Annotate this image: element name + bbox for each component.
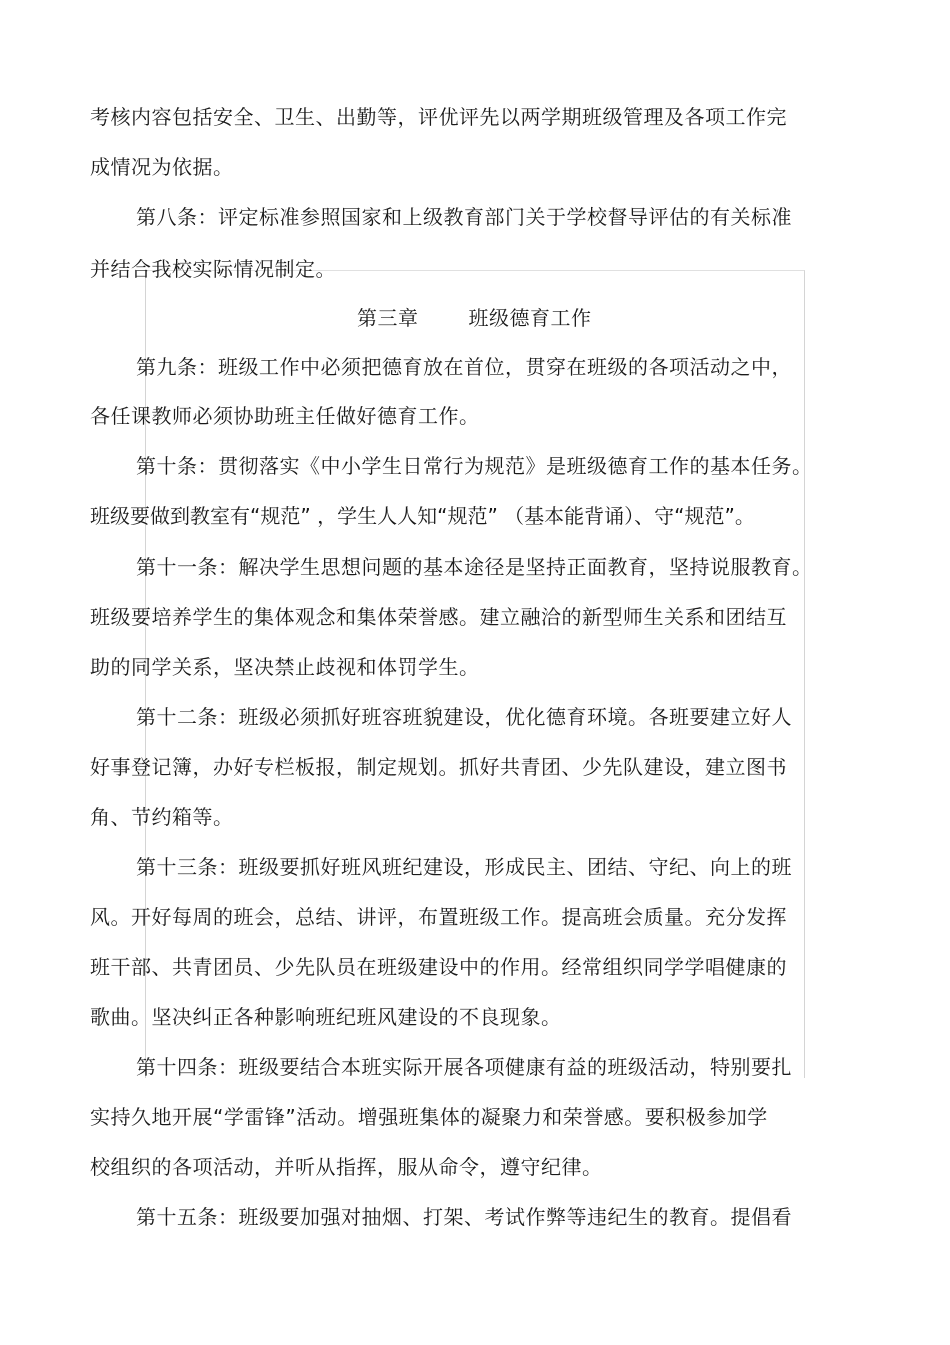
text-line: 并结合我校实际情况制定。 <box>90 257 336 281</box>
text-line: 各任课教师必须协助班主任做好德育工作。 <box>90 404 480 428</box>
text-line: 第十二条：班级必须抓好班容班貌建设，优化德育环境。各班要建立好人 <box>136 705 792 729</box>
text-line: 班级要做到教室有“规范” ，学生人人知“规范” （基本能背诵）、守“规范”。 <box>90 504 755 528</box>
text-line: 第十三条：班级要抓好班风班纪建设，形成民主、团结、守纪、向上的班 <box>136 855 792 879</box>
text-line: 校组织的各项活动，并听从指挥，服从命令，遵守纪律。 <box>90 1155 603 1179</box>
text-line: 第十四条：班级要结合本班实际开展各项健康有益的班级活动，特别要扎 <box>136 1055 792 1079</box>
text-line: 第八条：评定标准参照国家和上级教育部门关于学校督导评估的有关标准 <box>136 205 792 229</box>
text-line: 班级要培养学生的集体观念和集体荣誉感。建立融洽的新型师生关系和团结互 <box>90 605 787 629</box>
text-line: 歌曲。坚决纠正各种影响班纪班风建设的不良现象。 <box>90 1005 562 1029</box>
text-line: 风。开好每周的班会，总结、讲评，布置班级工作。提高班会质量。充分发挥 <box>90 905 787 929</box>
chapter-heading <box>357 305 592 331</box>
text-line: 好事登记簿，办好专栏板报，制定规划。抓好共青团、少先队建设，建立图书 <box>90 755 787 779</box>
text-line: 第十条：贯彻落实《中小学生日常行为规范》是班级德育工作的基本任务。 <box>136 454 813 478</box>
text-line: 角、节约箱等。 <box>90 805 234 829</box>
text-line: 班干部、共青团员、少先队员在班级建设中的作用。经常组织同学学唱健康的 <box>90 955 787 979</box>
text-line: 第十五条：班级要加强对抽烟、打架、考试作弊等违纪生的教育。提倡看 <box>136 1205 792 1229</box>
chapter-number: 第三章 <box>357 306 419 330</box>
text-line: 第九条：班级工作中必须把德育放在首位，贯穿在班级的各项活动之中， <box>136 355 792 379</box>
text-line: 成情况为依据。 <box>90 155 234 179</box>
text-line: 助的同学关系，坚决禁止歧视和体罚学生。 <box>90 655 480 679</box>
chapter-title: 班级德育工作 <box>468 306 592 330</box>
text-line: 第十一条：解决学生思想问题的基本途径是坚持正面教育，坚持说服教育。 <box>136 555 813 579</box>
text-line: 考核内容包括安全、卫生、出勤等，评优评先以两学期班级管理及各项工作完 <box>90 105 787 129</box>
text-line: 实持久地开展“学雷锋”活动。增强班集体的凝聚力和荣誉感。要积极参加学 <box>90 1105 768 1129</box>
